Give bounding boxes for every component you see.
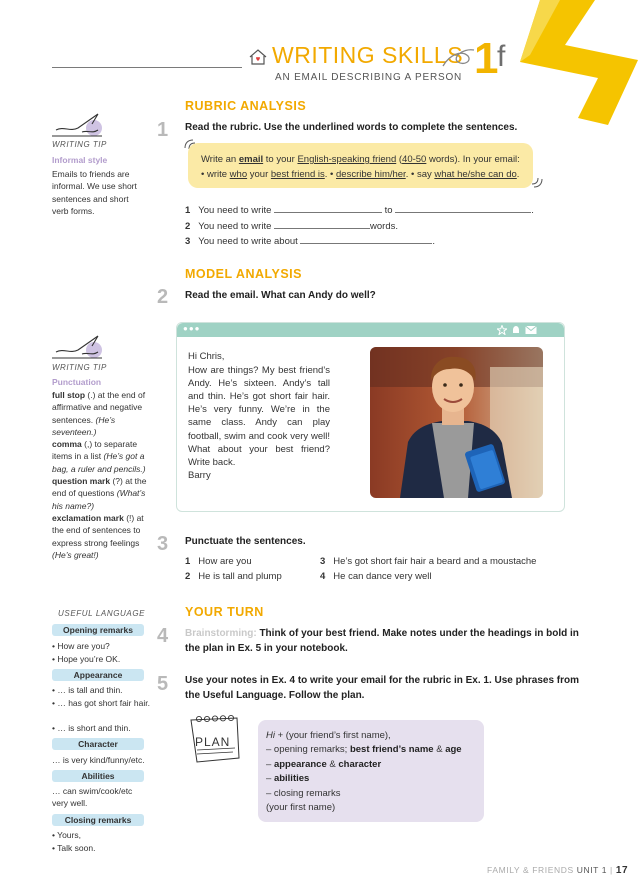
useful-heading-character: Character	[52, 738, 144, 750]
writing-tip-label: WRITING TIP	[52, 140, 107, 149]
email-greeting: Hi Chris,	[188, 351, 225, 362]
plan-line	[266, 743, 462, 757]
exercise-number: 4	[157, 625, 169, 647]
exercise-number: 2	[157, 286, 169, 308]
plan-text: &	[433, 744, 446, 756]
plan-heading: age	[445, 744, 462, 756]
plan-heading: appearance	[273, 758, 327, 770]
rubric-underlined: English-speaking friend	[297, 154, 397, 165]
item-number: 1	[185, 556, 191, 567]
writing-tip-heading: Informal style	[52, 155, 108, 165]
item-text: He is tall and plump	[198, 571, 282, 582]
instruction-text: Think of your best friend. Make notes under the headings in bold in the plan in Ex. 5 in your notebook.	[185, 628, 579, 654]
writing-tip-label: WRITING TIP	[52, 363, 107, 372]
useful-item: • … is short and thin.	[52, 723, 131, 733]
useful-item: • Hope you’re OK.	[52, 654, 121, 664]
house-heart-icon	[248, 48, 268, 66]
section-title-model: MODEL ANALYSIS	[185, 267, 302, 281]
punctuation-example: (He’s seventeen.)	[52, 414, 116, 437]
rubric-line-1	[201, 152, 533, 167]
rubric-underlined: describe him/her	[336, 169, 406, 180]
sentence-item	[185, 203, 534, 216]
rubric-box	[188, 143, 533, 188]
plan-text: &	[326, 758, 339, 770]
sentence-text: You need to write	[198, 221, 272, 232]
plan-content	[266, 729, 462, 815]
unit-letter: f	[497, 40, 506, 73]
punctuation-term: comma	[52, 439, 82, 450]
unit-number: 1	[474, 34, 499, 83]
exercise-number: 5	[157, 673, 169, 695]
useful-item: … is very kind/funny/etc.	[52, 755, 145, 765]
punctuation-example: (He’s great!)	[52, 549, 99, 560]
punctuate-item	[185, 556, 252, 567]
plan-text: –	[266, 758, 274, 770]
sentence-text: You need to write	[198, 205, 272, 216]
useful-heading-abilities: Abilities	[52, 770, 144, 782]
plan-line: – closing remarks	[266, 787, 341, 799]
sentence-text: words.	[370, 221, 398, 232]
rubric-underlined: what he/she can do	[434, 169, 517, 180]
item-number: 3	[185, 236, 191, 247]
arrow-decoration	[500, 0, 638, 125]
punctuation-desc: (?) at the end of questions	[52, 476, 147, 499]
plan-line	[266, 772, 462, 786]
rubric-line-2	[201, 167, 533, 182]
writing-tip-heading: Punctuation	[52, 377, 102, 387]
punctuation-item	[52, 512, 147, 561]
mail-icon[interactable]	[525, 325, 537, 335]
exercise-instruction: Read the rubric. Use the underlined words to complete the sentences.	[185, 122, 518, 133]
plan-line	[266, 729, 462, 743]
rubric-text: your	[247, 169, 271, 180]
useful-item: … can swim/cook/etc very well.	[52, 786, 133, 808]
sentence-text: to	[384, 205, 393, 216]
answer-blank[interactable]	[395, 203, 531, 213]
bell-icon[interactable]	[511, 325, 521, 335]
plan-heading: character	[338, 758, 382, 770]
punctuate-item	[320, 571, 432, 582]
swirl-icon	[440, 44, 476, 74]
item-text: How are you	[198, 556, 252, 567]
sentence-item	[185, 219, 398, 232]
plan-text: –	[266, 773, 274, 785]
rubric-text: . • say	[405, 169, 435, 180]
sentence-item	[185, 234, 435, 247]
useful-item: • … is tall and thin.	[52, 685, 123, 695]
exercise-number: 3	[157, 533, 169, 555]
email-body	[188, 350, 330, 482]
rubric-underlined: 40-50	[402, 154, 427, 165]
plan-text: + (your friend’s first name),	[274, 730, 391, 741]
useful-heading-closing: Closing remarks	[52, 814, 144, 826]
item-text: He’s got short fair hair a beard and a moustache	[333, 556, 537, 567]
writing-tip-body: Emails to friends are informal. We use short sentences and short verb forms.	[52, 169, 137, 216]
punctuation-desc: (!) at the end of sentences to express strong feelings	[52, 512, 144, 548]
answer-blank[interactable]	[274, 203, 382, 213]
rubric-underlined: who	[229, 169, 248, 180]
email-title-bar	[177, 323, 564, 337]
window-dots: ●●●	[183, 324, 201, 333]
star-icon[interactable]	[497, 325, 507, 335]
plan-text: – opening remarks;	[266, 744, 350, 756]
item-number: 1	[185, 205, 191, 216]
series-name: FAMILY & FRIENDS	[487, 865, 574, 875]
email-message: How are things? My best friend’s Andy. He’s sixteen. Andy’s tall and thin. He’s got short fair hair. He’s very funny. We’re in the same class. Andy can play football, swim and cook very well! What about your best friend? Write back.	[188, 365, 330, 468]
punctuation-item	[52, 438, 147, 475]
exercise-instruction: Punctuate the sentences.	[185, 536, 306, 547]
rubric-text: (	[396, 154, 403, 165]
plan-heading: best friend’s name	[349, 744, 434, 756]
plan-text: Hi	[266, 730, 275, 741]
useful-heading-opening: Opening remarks	[52, 624, 144, 636]
header-rule	[52, 67, 242, 68]
plan-label: PLAN	[195, 735, 231, 749]
sentence-text: .	[432, 236, 436, 247]
punctuation-list	[52, 389, 147, 561]
punctuation-term: full stop	[52, 390, 86, 400]
brainstorming-label: Brainstorming:	[185, 628, 257, 639]
rubric-underlined: email	[238, 154, 264, 165]
exercise-instruction	[185, 626, 585, 656]
answer-blank[interactable]	[274, 219, 370, 229]
punctuation-item	[52, 389, 147, 438]
photo-of-boy	[370, 347, 543, 498]
rubric-text: .	[516, 169, 520, 180]
punctuate-item	[320, 556, 536, 567]
punctuation-example: (What’s his name?)	[52, 488, 146, 511]
page-title: WRITING SKILLS	[272, 42, 464, 68]
sentence-text: You need to write about	[198, 236, 298, 247]
footer-separator: |	[607, 865, 616, 875]
unit-label: UNIT 1	[573, 865, 608, 875]
writing-hand-icon	[52, 330, 107, 360]
punctuation-desc: (,) to separate items in a list	[52, 439, 138, 462]
rubric-text: to your	[263, 154, 298, 165]
quote-close-icon	[530, 177, 544, 189]
answer-blank[interactable]	[300, 234, 432, 244]
exercise-instruction: Use your notes in Ex. 4 to write your email for the rubric in Ex. 1. Use phrases from the Useful Language. Follow the plan.	[185, 675, 579, 701]
page-subtitle: AN EMAIL DESCRIBING A PERSON	[275, 72, 463, 83]
useful-item: • Talk soon.	[52, 843, 96, 853]
item-number: 2	[185, 571, 191, 582]
section-title-rubric: RUBRIC ANALYSIS	[185, 99, 307, 113]
item-number: 4	[320, 571, 326, 582]
punctuate-item	[185, 571, 282, 582]
useful-heading-appearance: Appearance	[52, 669, 144, 681]
punctuation-example: (He’s got a bag, a ruler and pencils.)	[52, 451, 146, 474]
punctuation-term: exclamation mark	[52, 512, 124, 523]
plan-line: (your first name)	[266, 802, 336, 814]
useful-language-label: USEFUL LANGUAGE	[58, 609, 146, 618]
page-footer	[487, 865, 628, 876]
item-number: 2	[185, 221, 191, 232]
plan-line	[266, 758, 462, 772]
rubric-text: . •	[324, 169, 336, 180]
rubric-text: Write an	[201, 154, 239, 165]
exercise-instruction: Read the email. What can Andy do well?	[185, 290, 376, 301]
page-number: 17	[615, 865, 629, 876]
writing-hand-icon	[52, 108, 107, 138]
useful-item: • How are you?	[52, 641, 110, 651]
sentence-text: .	[531, 205, 534, 216]
section-title-your-turn: YOUR TURN	[185, 605, 264, 619]
rubric-text: words). In your email:	[426, 154, 520, 165]
rubric-text: • write	[201, 169, 230, 180]
plan-heading: abilities	[273, 773, 310, 785]
item-number: 3	[320, 556, 326, 567]
useful-item: • Yours,	[52, 830, 81, 840]
item-text: He can dance very well	[333, 571, 432, 582]
email-signoff: Barry	[188, 469, 211, 481]
useful-item: • … has got short fair hair.	[52, 698, 150, 708]
punctuation-term: question mark	[52, 476, 111, 487]
exercise-number: 1	[157, 119, 169, 141]
punctuation-desc: (.) at the end of affirmative and negative sentences.	[52, 390, 146, 425]
punctuation-item	[52, 475, 147, 512]
rubric-underlined: best friend is	[270, 169, 325, 180]
